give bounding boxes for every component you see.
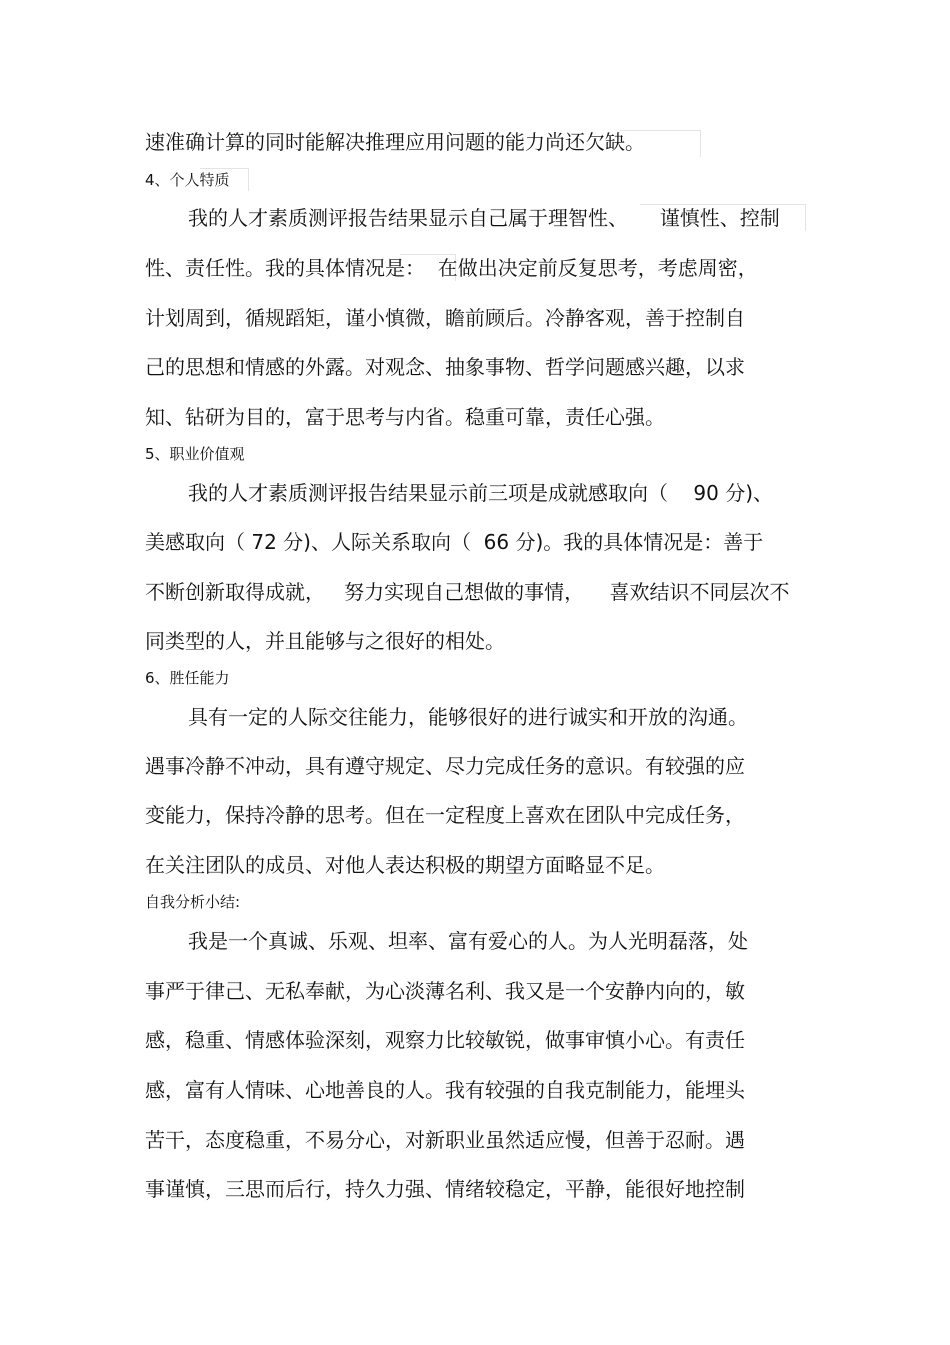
paragraph-line: 具有一定的人际交往能力，能够很好的进行诚实和开放的沟通。 [188,705,748,729]
paragraph-line: 知、钻研为目的，富于思考与内省。稳重可靠，责任心强。 [145,405,665,429]
paragraph-line: 同类型的人，并且能够与之很好的相处。 [145,629,505,653]
paragraph-line: 速准确计算的同时能解决推理应用问题的能力尚还欠缺。 [145,130,645,154]
paragraph-line: 计划周到，循规蹈矩，谨小慎微，瞻前顾后。冷静客观，善于控制自 [145,306,745,330]
paragraph-line: 遇事冷静不冲动，具有遵守规定、尽力完成任务的意识。有较强的应 [145,754,745,778]
section-heading: 自我分析小结: [145,893,241,911]
section-heading: 5、职业价值观 [145,445,245,463]
paragraph-line: 不断创新取得成就， 努力实现自己想做的事情， 喜欢结识不同层次不 [145,580,790,604]
paragraph-line: 美感取向（ 72 分)、人际关系取向（ 66 分)。我的具体情况是：善于 [145,530,764,554]
paragraph-line: 变能力，保持冷静的思考。但在一定程度上喜欢在团队中完成任务， [145,803,745,827]
paragraph-line: 我的人才素质测评报告结果显示自己属于理智性、 谨慎性、控制 [188,206,780,230]
paragraph-line: 感，富有人情味、心地善良的人。我有较强的自我克制能力，能埋头 [145,1078,745,1102]
paragraph-line: 我的人才素质测评报告结果显示前三项是成就感取向（ 90 分)、 [188,481,774,505]
paragraph-line: 苦干，态度稳重，不易分心，对新职业虽然适应慢，但善于忍耐。遇 [145,1128,745,1152]
paragraph-line: 事严于律己、无私奉献，为心淡薄名利、我又是一个安静内向的，敏 [145,979,745,1003]
paragraph-line: 己的思想和情感的外露。对观念、抽象事物、哲学问题感兴趣，以求 [145,355,745,379]
paragraph-line: 感，稳重、情感体验深刻，观察力比较敏锐，做事审慎小心。有责任 [145,1028,745,1052]
paragraph-line: 性、责任性。我的具体情况是： 在做出决定前反复思考，考虑周密， [145,256,758,280]
paragraph-line: 我是一个真诚、乐观、坦率、富有爱心的人。为人光明磊落，处 [188,929,748,953]
paragraph-line: 在关注团队的成员、对他人表达积极的期望方面略显不足。 [145,853,665,877]
section-heading: 6、胜任能力 [145,669,230,687]
paragraph-line: 事谨慎，三思而后行，持久力强、情绪较稳定，平静，能很好地控制 [145,1177,745,1201]
section-heading: 4、个人特质 [145,171,230,189]
